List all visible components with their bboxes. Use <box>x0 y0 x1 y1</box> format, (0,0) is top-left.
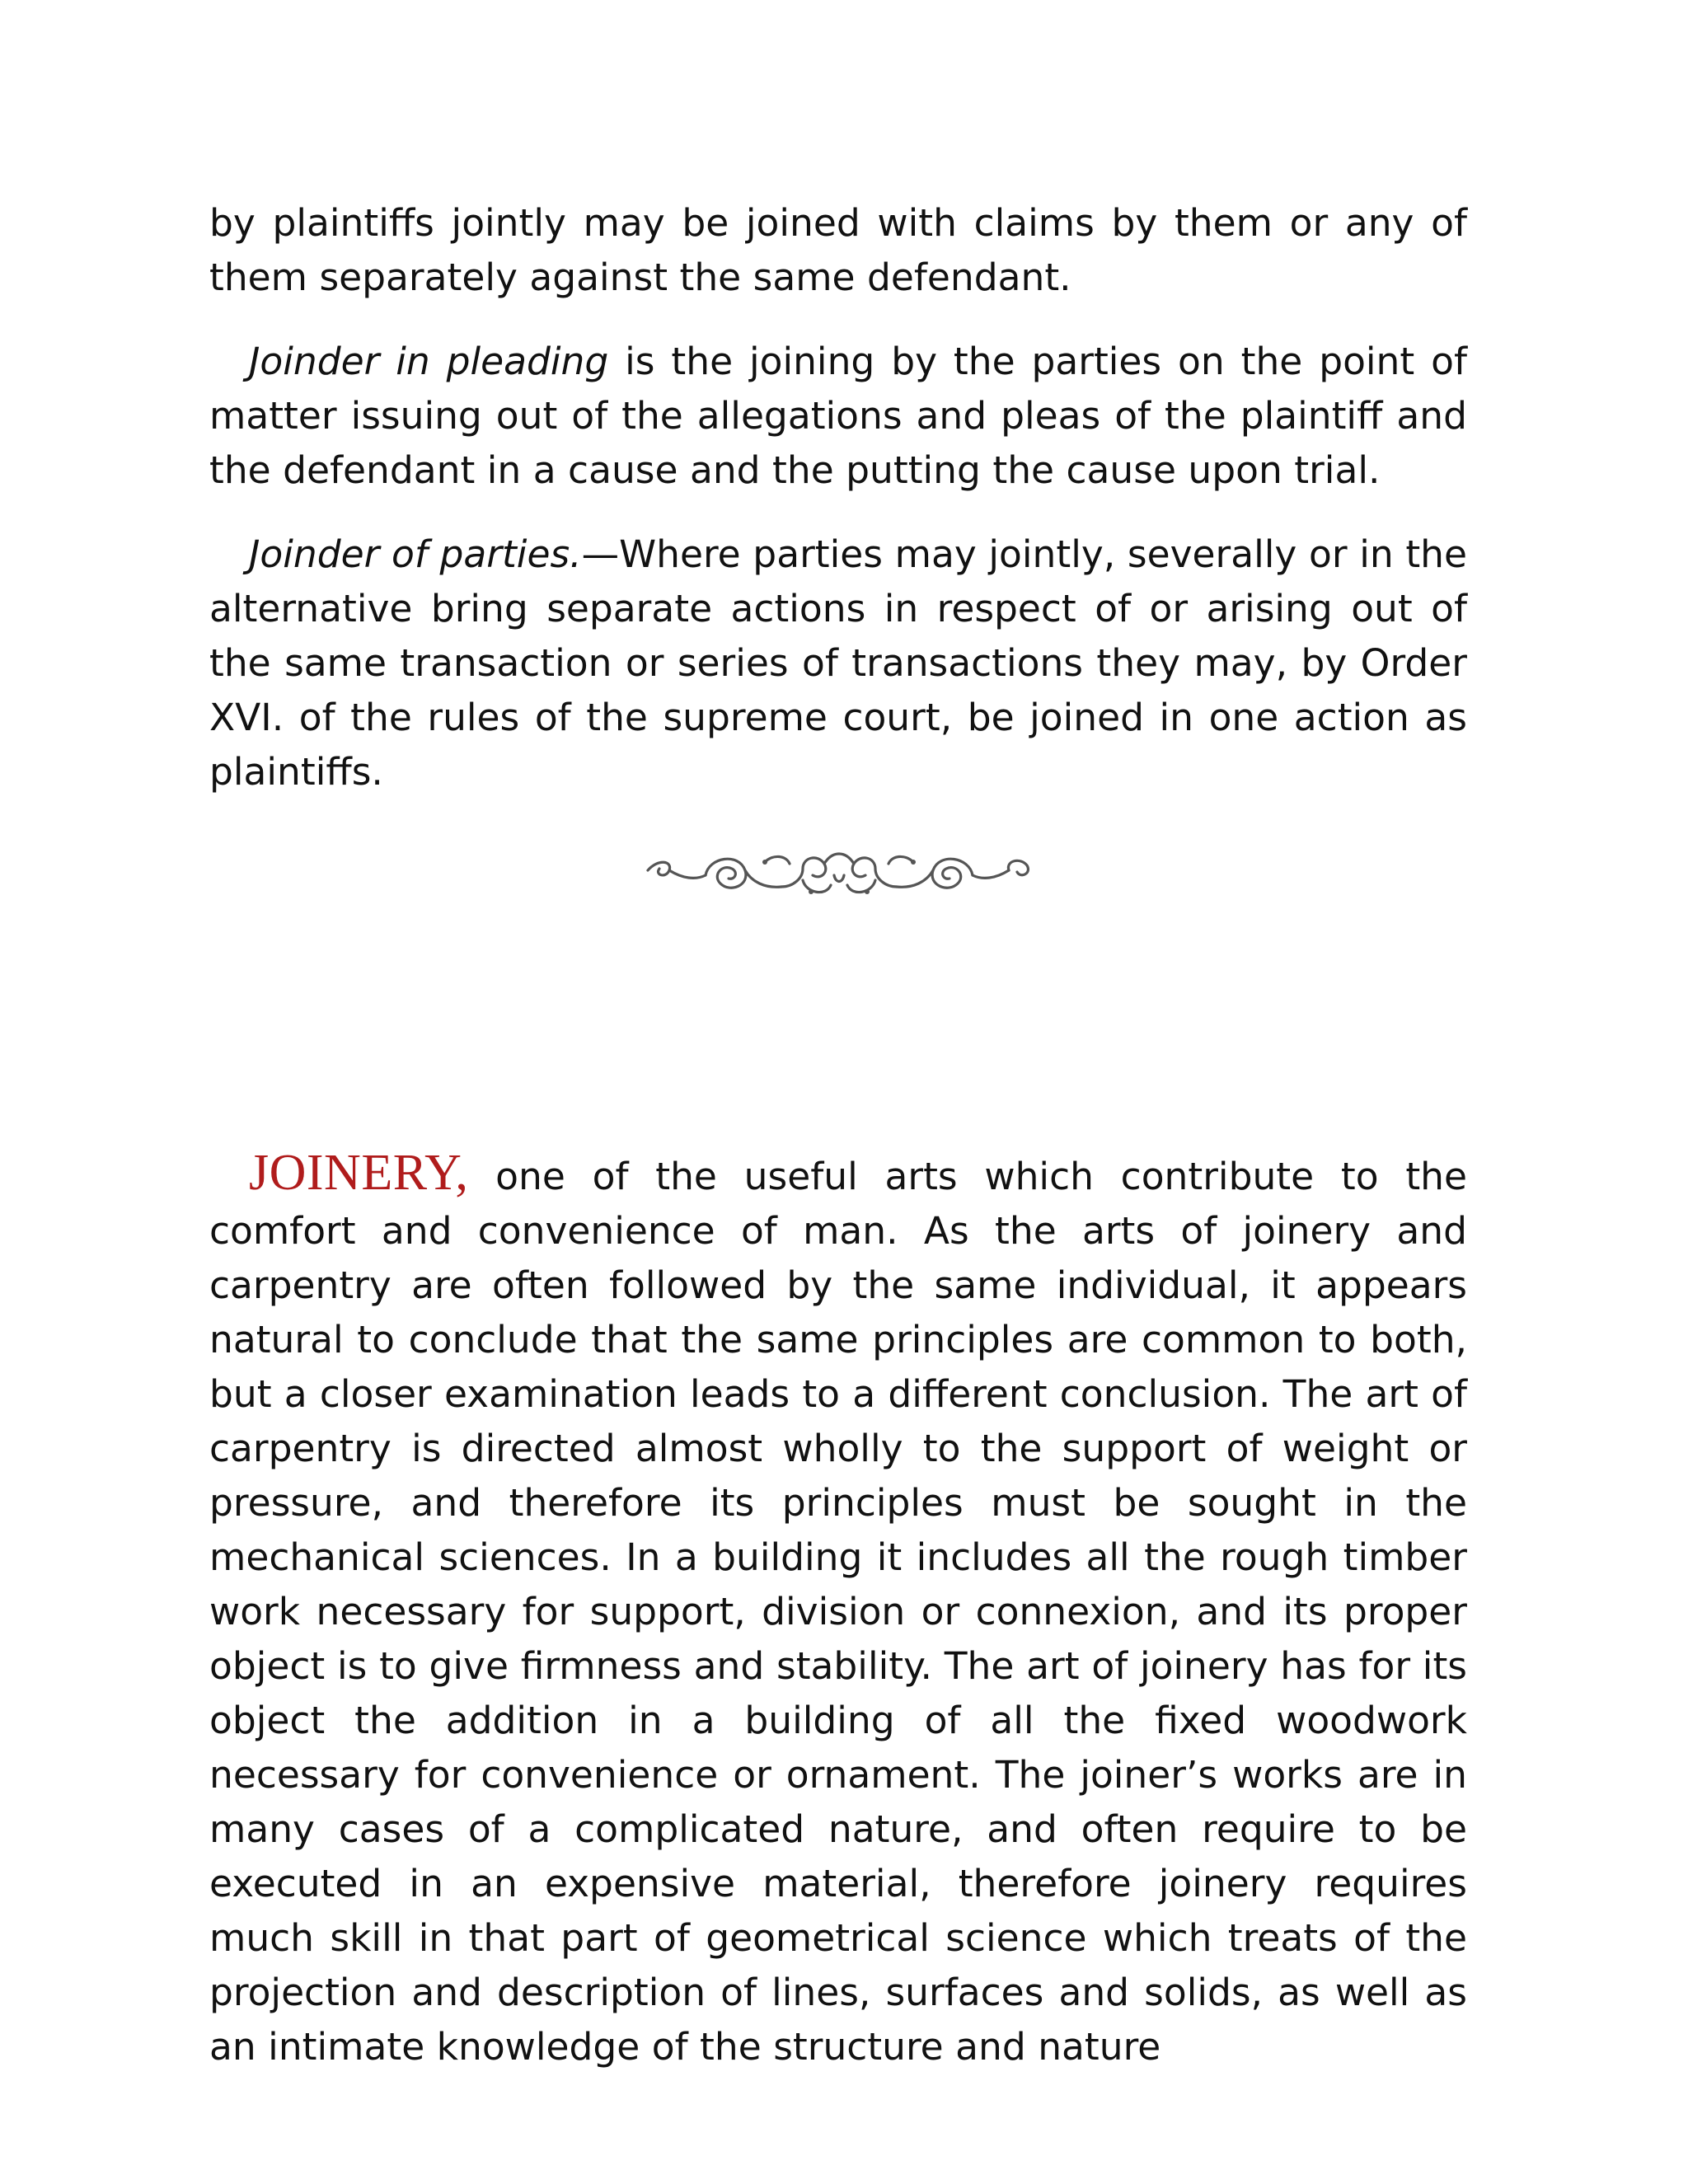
text-block-top <box>209 196 1467 799</box>
paragraph-joinder-of-parties <box>209 527 1467 799</box>
entry-body: one of the useful arts which contribute to the comfort and convenience of man. As the arts of joinery and carpentry are often followed by the same individual, it appears natural to conclude that the same principles are common to both, but a closer examination leads to a different conclusion. The art of carpentry is directed almost wholly to the support of weight or pressure, and therefore its principles must be sought in the mechanical sciences. In a building it includes all the rough timber work necessary for support, division or connexion, and its proper object is to give firmness and stability. The art of joinery has for its object the addition in a building of all the fixed woodwork necessary for convenience or ornament. The joiner’s works are in many cases of a complicated nature, and often require to be executed in an expensive material, therefore joinery requires much skill in that part of geometrical science which treats of the projection and description of lines, surfaces and solids, as well as an intimate knowledge of the structure and nature <box>209 1155 1467 2069</box>
paragraph-text: is the joining by the parties on the point of matter issuing out of the allegations and pleas of the plaintiff and the defendant in a cause and the putting the cause upon trial. <box>209 340 1467 492</box>
term-joinder-of-parties: Joinder of parties. <box>249 532 582 576</box>
paragraph-joinder-in-pleading <box>209 335 1467 498</box>
scroll-flourish-icon <box>641 842 1037 908</box>
paragraph-text: by plaintiffs jointly may be joined with claims by them or any of them separately against the same defendant. <box>209 201 1467 299</box>
term-joinder-in-pleading: Joinder in pleading <box>249 340 609 383</box>
entry-joinery <box>209 1147 1467 2074</box>
paragraph-text: —Where parties may jointly, severally or in the alternative bring separate actions in respect of or arising out of the same transaction or series of transactions they may, by Order XVI. of the rules of the supreme court, be joined in one action as plaintiffs. <box>209 532 1468 794</box>
entry-paragraph <box>209 1147 1467 2074</box>
entry-headword: JOINERY, <box>249 1145 469 1201</box>
paragraph-continuation <box>209 196 1467 305</box>
